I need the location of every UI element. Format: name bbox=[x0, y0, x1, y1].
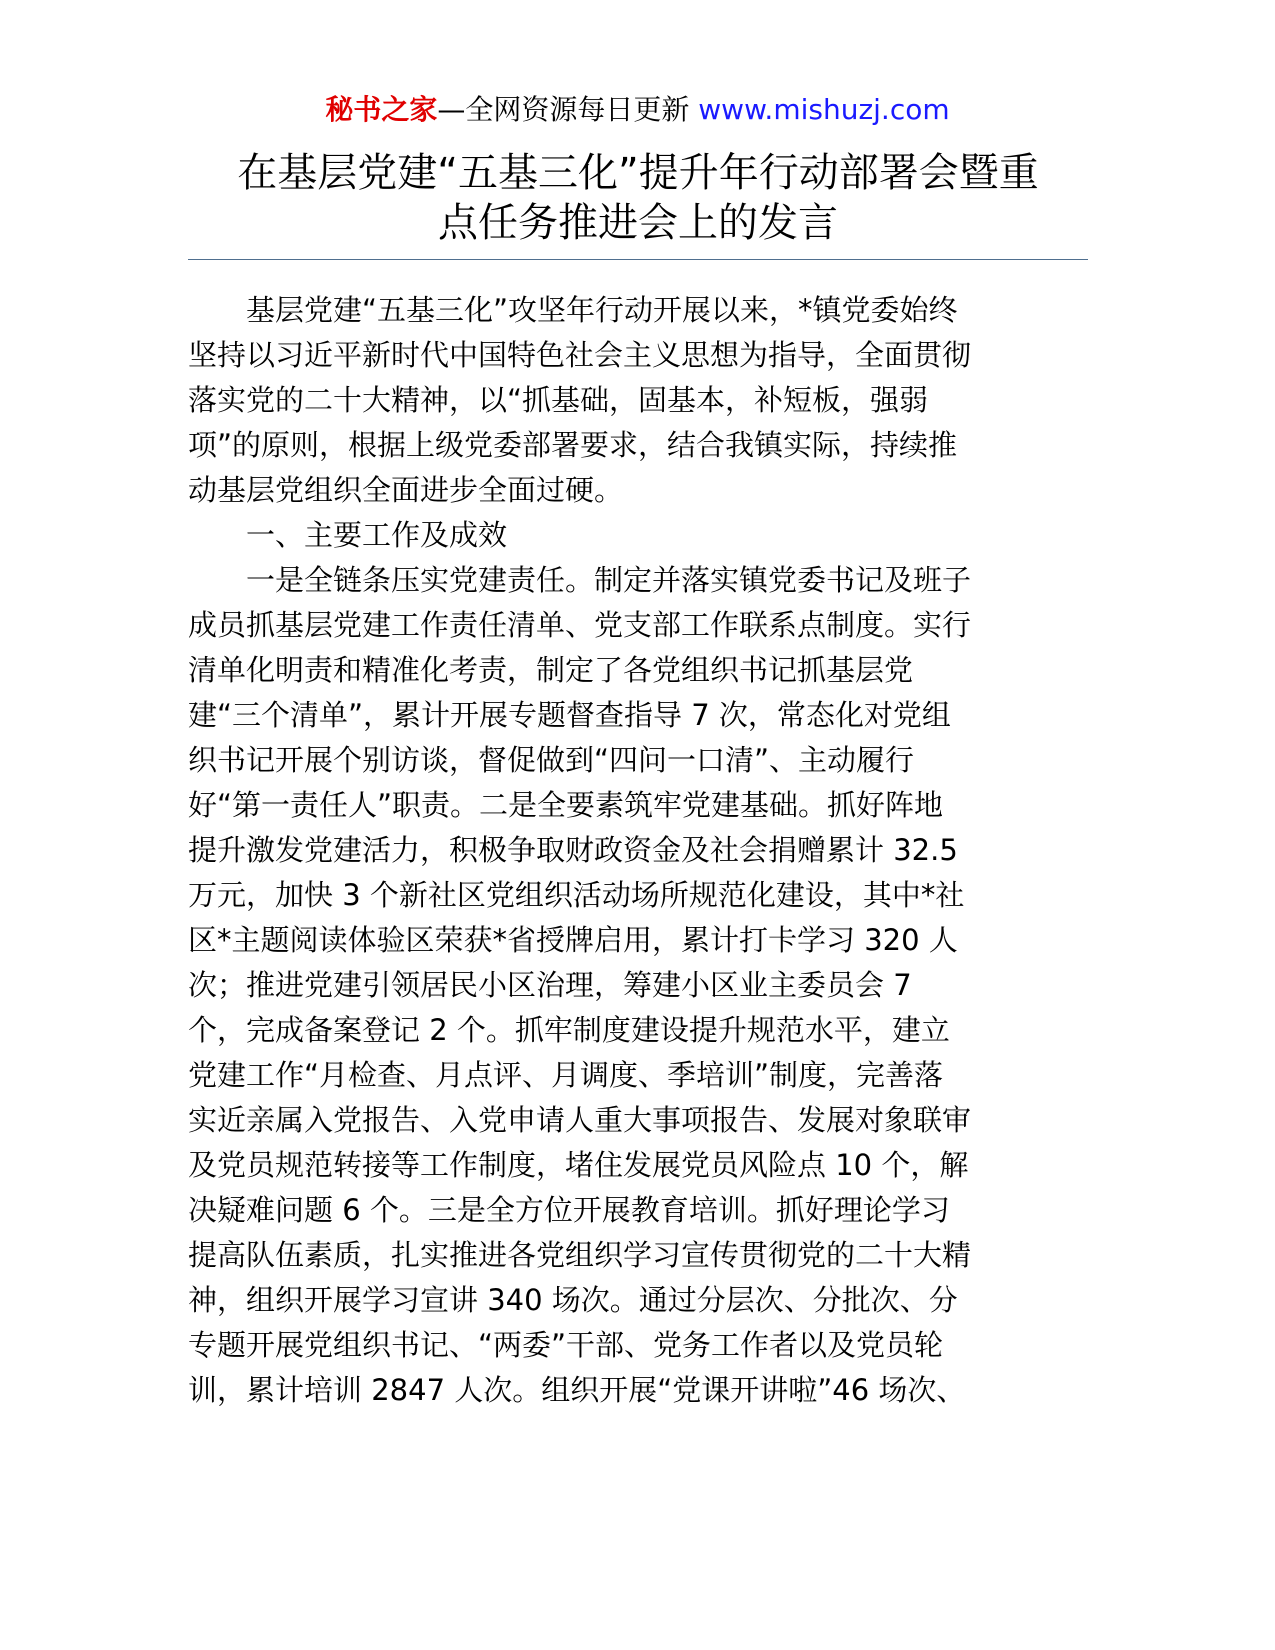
body-line: 提升激发党建活力，积极争取财政资金及社会捐赠累计 32.5 bbox=[188, 833, 958, 867]
body-line: 项”的原则，根据上级党委部署要求，结合我镇实际，持续推 bbox=[188, 428, 958, 462]
body-line: 区*主题阅读体验区荣获*省授牌启用，累计打卡学习 320 人 bbox=[188, 923, 958, 957]
document-title bbox=[188, 148, 1088, 248]
body-line: 织书记开展个别访谈，督促做到“四问一口清”、主动履行 bbox=[188, 743, 915, 777]
body-line: 实近亲属入党报告、入党申请人重大事项报告、发展对象联审 bbox=[188, 1103, 972, 1137]
site-header bbox=[0, 88, 1275, 132]
site-tagline: —全网资源每日更新 bbox=[437, 93, 699, 126]
body-line: 一是全链条压实党建责任。制定并落实镇党委书记及班子 bbox=[246, 563, 972, 597]
title-line-1: 在基层党建“五基三化”提升年行动部署会暨重 bbox=[237, 150, 1039, 196]
section-heading: 一、主要工作及成效 bbox=[246, 518, 508, 552]
body-line: 清单化明责和精准化考责，制定了各党组织书记抓基层党 bbox=[188, 653, 914, 687]
brand-name: 秘书之家 bbox=[325, 93, 438, 126]
body-line: 专题开展党组织书记、“两委”干部、党务工作者以及党员轮 bbox=[188, 1328, 944, 1362]
body-line: 动基层党组织全面进步全面过硬。 bbox=[188, 473, 624, 507]
body-line: 个，完成备案登记 2 个。抓牢制度建设提升规范水平，建立 bbox=[188, 1013, 950, 1047]
body-line: 提高队伍素质，扎实推进各党组织学习宣传贯彻党的二十大精 bbox=[188, 1238, 972, 1272]
body-line: 坚持以习近平新时代中国特色社会主义思想为指导，全面贯彻 bbox=[188, 338, 972, 372]
body-line: 好“第一责任人”职责。二是全要素筑牢党建基础。抓好阵地 bbox=[188, 788, 944, 822]
body-line: 落实党的二十大精神，以“抓基础，固基本，补短板，强弱 bbox=[188, 383, 929, 417]
body-line: 神，组织开展学习宣讲 340 场次。通过分层次、分批次、分 bbox=[188, 1283, 958, 1317]
body-line: 训，累计培训 2847 人次。组织开展“党课开讲啦”46 场次、 bbox=[188, 1373, 966, 1407]
body-line: 及党员规范转接等工作制度，堵住发展党员风险点 10 个，解 bbox=[188, 1148, 969, 1182]
body-line: 万元，加快 3 个新社区党组织活动场所规范化建设，其中*社 bbox=[188, 878, 965, 912]
site-url-link[interactable]: www.mishuzj.com bbox=[698, 93, 950, 126]
body-line: 成员抓基层党建工作责任清单、党支部工作联系点制度。实行 bbox=[188, 608, 972, 642]
title-divider bbox=[188, 259, 1088, 260]
body-line: 次；推进党建引领居民小区治理，筹建小区业主委员会 7 bbox=[188, 968, 912, 1002]
body-line: 决疑难问题 6 个。三是全方位开展教育培训。抓好理论学习 bbox=[188, 1193, 950, 1227]
title-line-2: 点任务推进会上的发言 bbox=[438, 200, 838, 246]
body-line: 基层党建“五基三化”攻坚年行动开展以来，*镇党委始终 bbox=[246, 293, 958, 327]
body-line: 建“三个清单”，累计开展专题督查指导 7 次，常态化对党组 bbox=[188, 698, 951, 732]
document-body bbox=[188, 288, 1088, 1413]
body-line: 党建工作“月检查、月点评、月调度、季培训”制度，完善落 bbox=[188, 1058, 944, 1092]
